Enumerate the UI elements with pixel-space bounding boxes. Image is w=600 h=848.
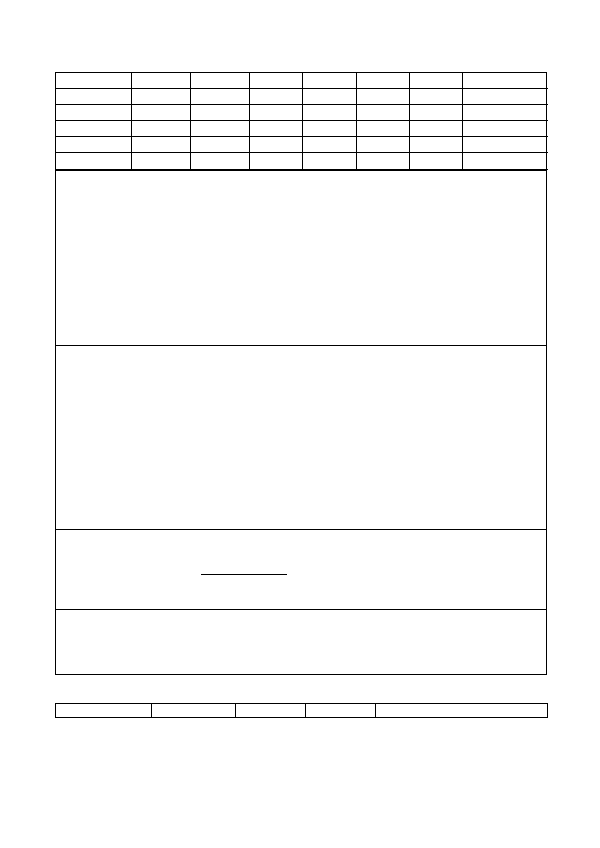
blank-underline [201, 558, 287, 575]
revision-cell [302, 89, 356, 105]
mod-header-page [236, 704, 306, 718]
header-author [302, 153, 356, 170]
revision-cell [190, 137, 249, 153]
revision-row [56, 137, 548, 153]
revision-cell [190, 73, 249, 89]
notice-section [56, 609, 546, 674]
mod-header-content [376, 704, 548, 718]
revision-header-row [56, 153, 548, 170]
revision-cell [302, 73, 356, 89]
modification-header-row [56, 704, 548, 718]
mod-header-date [152, 704, 236, 718]
modification-record-table [55, 703, 548, 718]
revision-cell [409, 121, 462, 137]
mod-header-chapter [306, 704, 376, 718]
revision-cell [356, 137, 409, 153]
revision-cell [56, 89, 131, 105]
revision-cell [56, 121, 131, 137]
revision-cell [249, 121, 302, 137]
revision-cell [131, 121, 190, 137]
header-expiry-date [190, 153, 249, 170]
revision-cell [249, 73, 302, 89]
revision-row [56, 121, 548, 137]
department-line [201, 558, 289, 575]
revision-cell [249, 105, 302, 121]
revision-cell [462, 73, 548, 89]
header-status [249, 153, 302, 170]
revision-cell [409, 105, 462, 121]
revision-row [56, 73, 548, 89]
manual-section [56, 345, 546, 529]
revision-row [56, 89, 548, 105]
revision-cell [249, 89, 302, 105]
revision-cell [190, 105, 249, 121]
mod-header-version [56, 704, 152, 718]
department-section [56, 529, 546, 609]
revision-cell [462, 105, 548, 121]
revision-cell [409, 137, 462, 153]
standard-section [56, 170, 546, 345]
revision-cell [356, 105, 409, 121]
revision-cell [249, 137, 302, 153]
revision-cell [190, 89, 249, 105]
revision-cell [131, 89, 190, 105]
header-reviewer [356, 153, 409, 170]
standard-code [333, 270, 337, 284]
header-version [56, 153, 131, 170]
revision-cell [302, 105, 356, 121]
header-effective-date [131, 153, 190, 170]
document-frame [55, 72, 547, 675]
revision-cell [462, 89, 548, 105]
revision-cell [56, 105, 131, 121]
revision-cell [302, 121, 356, 137]
revision-cell [302, 137, 356, 153]
revision-cell [356, 73, 409, 89]
revision-cell [131, 73, 190, 89]
revision-cell [56, 137, 131, 153]
header-change-notes [462, 153, 548, 170]
revision-cell [462, 137, 548, 153]
revision-cell [409, 73, 462, 89]
revision-cell [131, 137, 190, 153]
header-approver [409, 153, 462, 170]
revision-cell [409, 89, 462, 105]
revision-cell [190, 121, 249, 137]
revision-cell [56, 73, 131, 89]
revision-cell [462, 121, 548, 137]
revision-cell [131, 105, 190, 121]
revision-row [56, 105, 548, 121]
revision-table [56, 73, 548, 170]
revision-cell [356, 89, 409, 105]
revision-cell [356, 121, 409, 137]
